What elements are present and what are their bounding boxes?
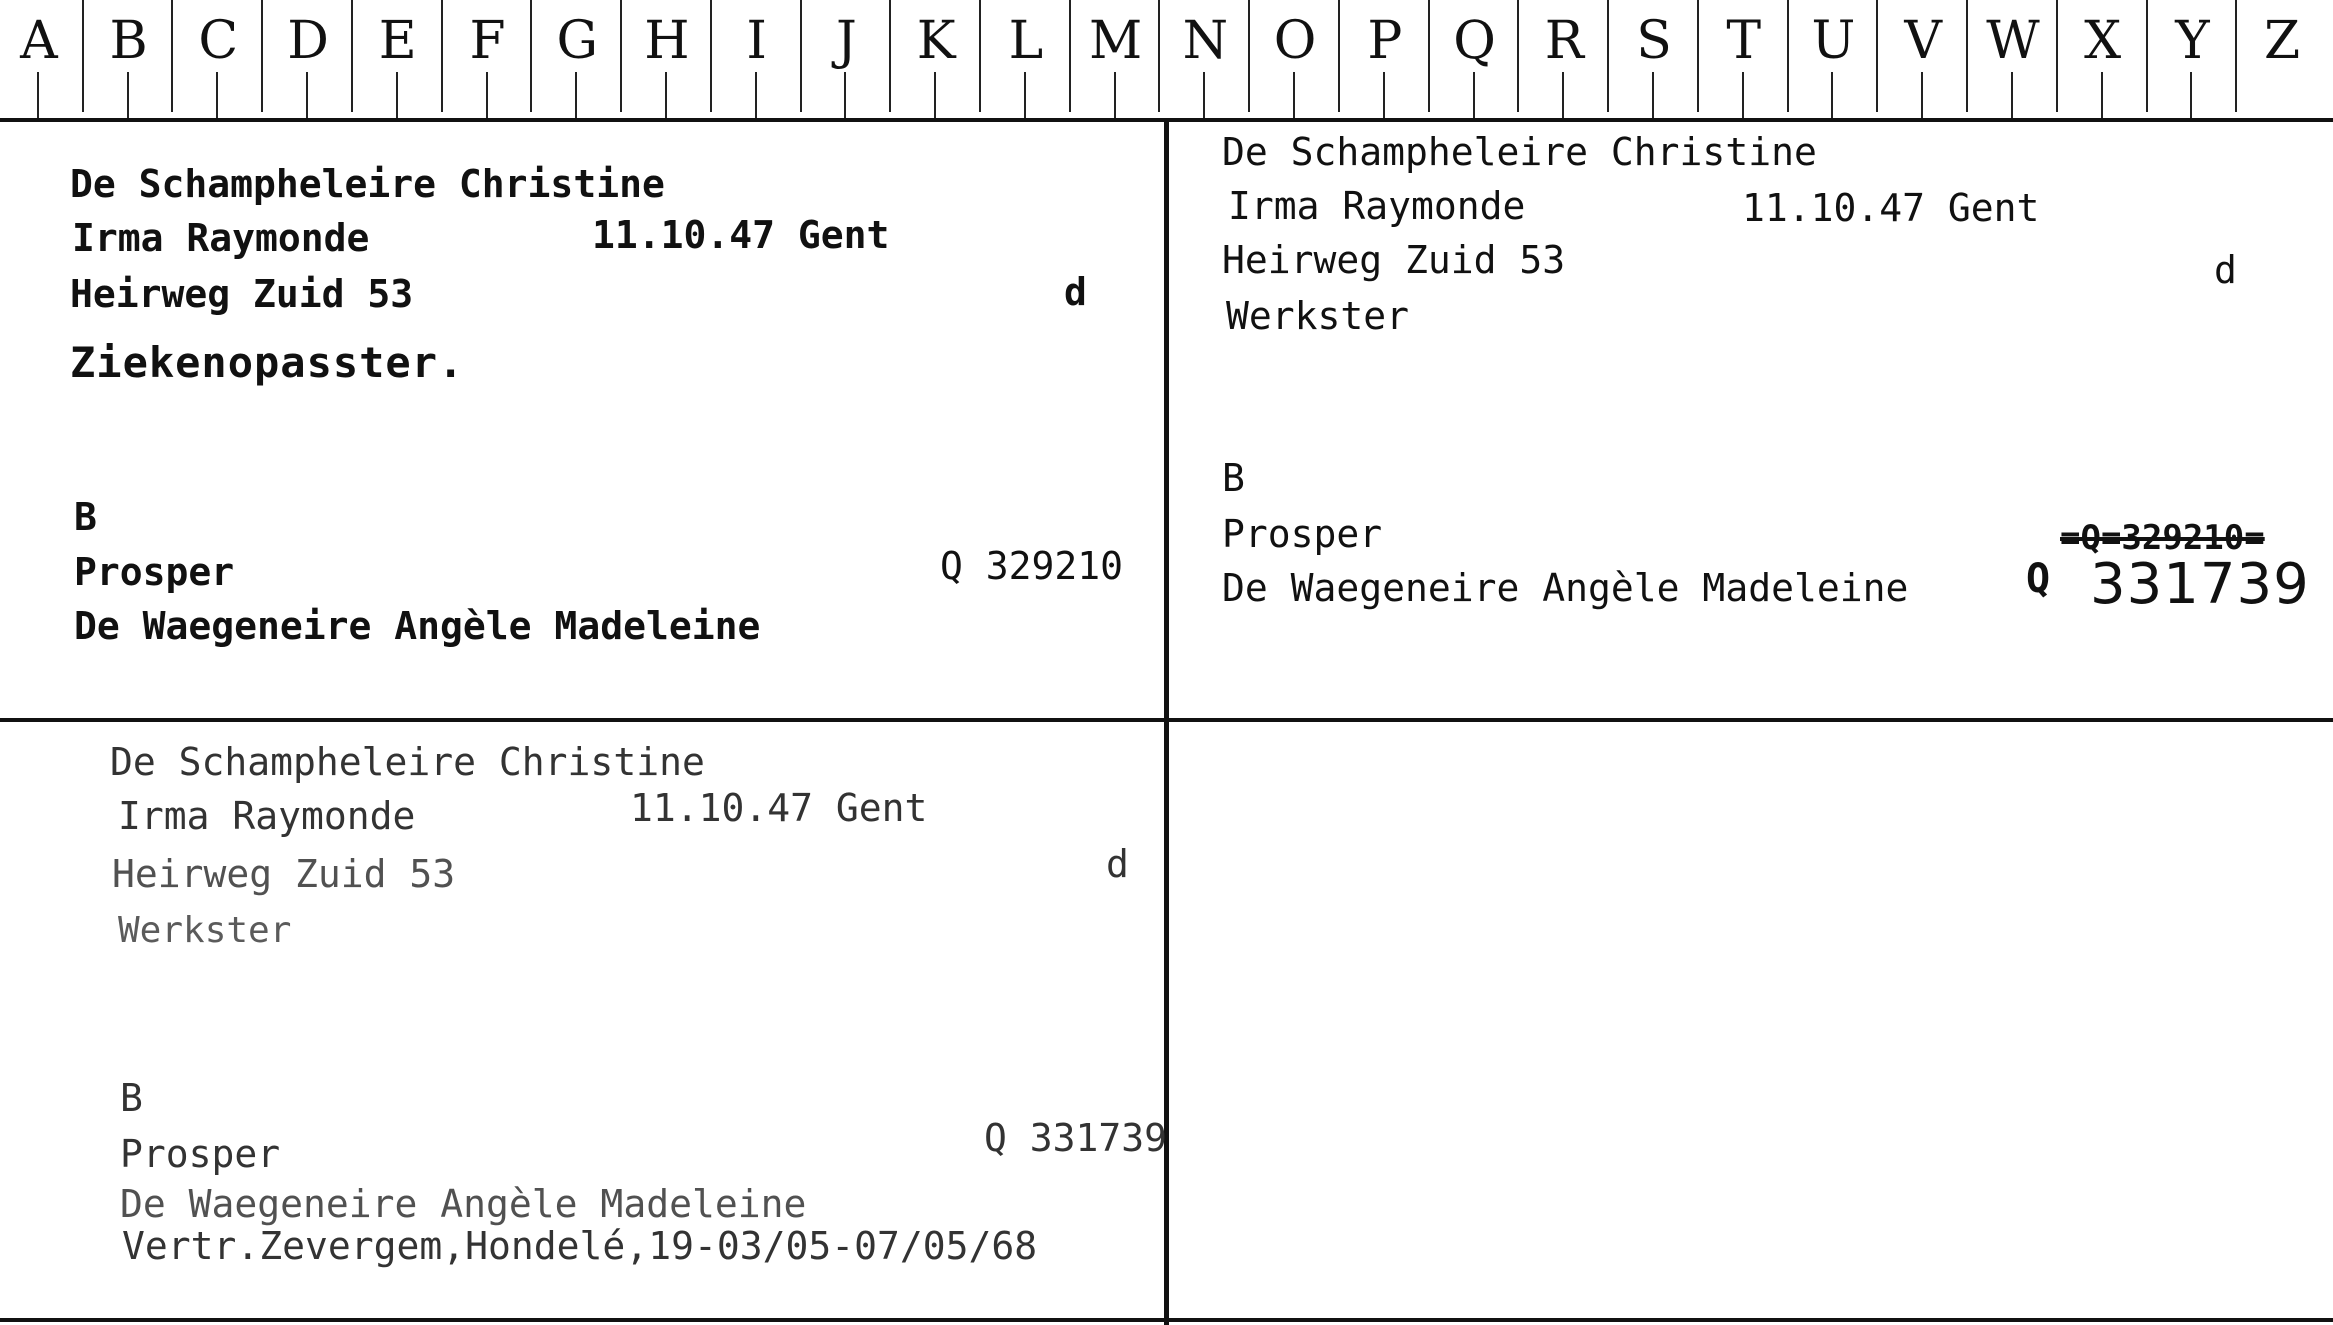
index-letter: G: [556, 11, 598, 71]
card-father: Prosper: [74, 550, 235, 594]
card-mother: De Waegeneire Angèle Madeleine: [74, 604, 761, 648]
index-subdivider: [1203, 72, 1205, 118]
card-given-names: Irma Raymonde: [1228, 184, 1526, 228]
index-letter: H: [644, 11, 690, 71]
card-occupation: Werkster: [1226, 294, 1410, 338]
index-subdivider: [1562, 72, 1564, 118]
index-letter-cell: [1789, 0, 1879, 118]
index-subdivider: [37, 72, 39, 118]
index-letter-cell: [1250, 0, 1340, 118]
card-birth: 11.10.47 Gent: [630, 786, 928, 830]
index-letter-cell: [1071, 0, 1161, 118]
index-subdivider: [1383, 72, 1385, 118]
index-subdivider: [665, 72, 667, 118]
index-letter: K: [916, 11, 956, 71]
index-subdivider: [1473, 72, 1475, 118]
card-birth: 11.10.47 Gent: [592, 213, 890, 257]
index-letter: Z: [2264, 11, 2301, 71]
index-letter: S: [1636, 11, 1672, 71]
card-given-names: Irma Raymonde: [118, 794, 416, 838]
index-subdivider: [755, 72, 757, 118]
index-subdivider: [2101, 72, 2103, 118]
index-letter: F: [469, 11, 506, 71]
card-code: d: [1106, 842, 1129, 886]
index-letter: C: [198, 11, 239, 71]
card-occupation: Werkster: [118, 910, 292, 951]
index-subdivider: [1293, 72, 1295, 118]
bottom-border: [0, 1318, 2333, 1322]
index-letter-cell: [1161, 0, 1251, 118]
horizontal-divider: [0, 718, 2333, 722]
index-letter-cell: [622, 0, 712, 118]
card-number: Q 329210: [940, 544, 1124, 588]
index-subdivider: [127, 72, 129, 118]
index-subdivider: [1921, 72, 1923, 118]
index-letter: J: [835, 11, 857, 71]
index-letter-cell: [0, 0, 84, 118]
index-subdivider: [486, 72, 488, 118]
index-subdivider: [1114, 72, 1116, 118]
index-subdivider: [306, 72, 308, 118]
card-code: d: [2214, 248, 2237, 292]
card-section: B: [120, 1076, 143, 1120]
card-section: B: [74, 495, 97, 539]
card-name: De Schampheleire Christine: [110, 740, 705, 784]
index-letter: Q: [1453, 11, 1496, 71]
index-letter: P: [1367, 11, 1403, 71]
index-letter: O: [1273, 11, 1317, 71]
index-letter-cell: [1430, 0, 1520, 118]
index-letter-cell: [263, 0, 353, 118]
index-letter: X: [2084, 11, 2122, 71]
index-letter: U: [1811, 11, 1856, 71]
index-letter-cell: [2237, 0, 2327, 118]
index-letter: T: [1726, 11, 1762, 71]
index-letter-cell: [443, 0, 533, 118]
card-mother: De Waegeneire Angèle Madeleine: [1222, 566, 1909, 610]
index-letter: M: [1089, 11, 1143, 71]
index-letter: I: [746, 11, 767, 71]
index-letter-cell: [981, 0, 1071, 118]
index-letter-cell: [2058, 0, 2148, 118]
card-address: Heirweg Zuid 53: [70, 272, 414, 316]
index-letter-cell: [1340, 0, 1430, 118]
index-letter: N: [1182, 11, 1229, 71]
card-number: Q 331739: [984, 1116, 1168, 1160]
index-subdivider: [1831, 72, 1833, 118]
index-letter-cell: [1878, 0, 1968, 118]
index-letter: A: [20, 11, 58, 71]
index-letter: E: [378, 11, 417, 71]
index-letter: Y: [2175, 11, 2210, 71]
alphabet-index-strip: [0, 0, 2333, 122]
card-number-prefix: Q: [2026, 556, 2051, 602]
index-subdivider: [844, 72, 846, 118]
index-subdivider: [1024, 72, 1026, 118]
index-letter-cell: [353, 0, 443, 118]
index-letter: R: [1544, 11, 1584, 71]
index-letter: L: [1008, 11, 1044, 71]
card-father: Prosper: [1222, 512, 1383, 556]
card-given-names: Irma Raymonde: [72, 216, 370, 260]
card-note: Vertr.Zevergem,Hondelé,19-03/05-07/05/68: [122, 1224, 1038, 1268]
card-code: d: [1064, 270, 1087, 314]
card-name: De Schampheleire Christine: [70, 162, 665, 206]
index-subdivider: [216, 72, 218, 118]
index-letter-cell: [891, 0, 981, 118]
index-subdivider: [575, 72, 577, 118]
index-letter-cell: [84, 0, 174, 118]
index-subdivider: [2011, 72, 2013, 118]
card-occupation: Ziekenopasster.: [70, 338, 465, 387]
card-address: Heirweg Zuid 53: [112, 852, 456, 896]
index-letter-cell: [532, 0, 622, 118]
index-letter-cell: [1519, 0, 1609, 118]
index-letter-cell: [2148, 0, 2238, 118]
card-section: B: [1222, 456, 1245, 500]
index-letter: B: [109, 11, 148, 71]
index-subdivider: [2190, 72, 2192, 118]
index-letter-cell: [173, 0, 263, 118]
index-subdivider: [396, 72, 398, 118]
card-mother: De Waegeneire Angèle Madeleine: [120, 1182, 807, 1226]
index-letter-cell: [712, 0, 802, 118]
index-letter: V: [1904, 11, 1942, 71]
index-letter: D: [287, 11, 329, 71]
index-letter-cell: [802, 0, 892, 118]
index-letter-cell: [1609, 0, 1699, 118]
index-letter-cell: [1968, 0, 2058, 118]
index-letter: W: [1986, 11, 2040, 71]
index-subdivider: [1742, 72, 1744, 118]
index-letter-cell: [1699, 0, 1789, 118]
card-father: Prosper: [120, 1132, 281, 1176]
card-old-number-struck: =Q=329210=: [2060, 518, 2265, 558]
card-address: Heirweg Zuid 53: [1222, 238, 1566, 282]
card-name: De Schampheleire Christine: [1222, 130, 1817, 174]
index-subdivider: [934, 72, 936, 118]
index-subdivider: [1652, 72, 1654, 118]
card-number-handwritten: 331739: [2090, 552, 2310, 617]
card-birth: 11.10.47 Gent: [1742, 186, 2040, 230]
